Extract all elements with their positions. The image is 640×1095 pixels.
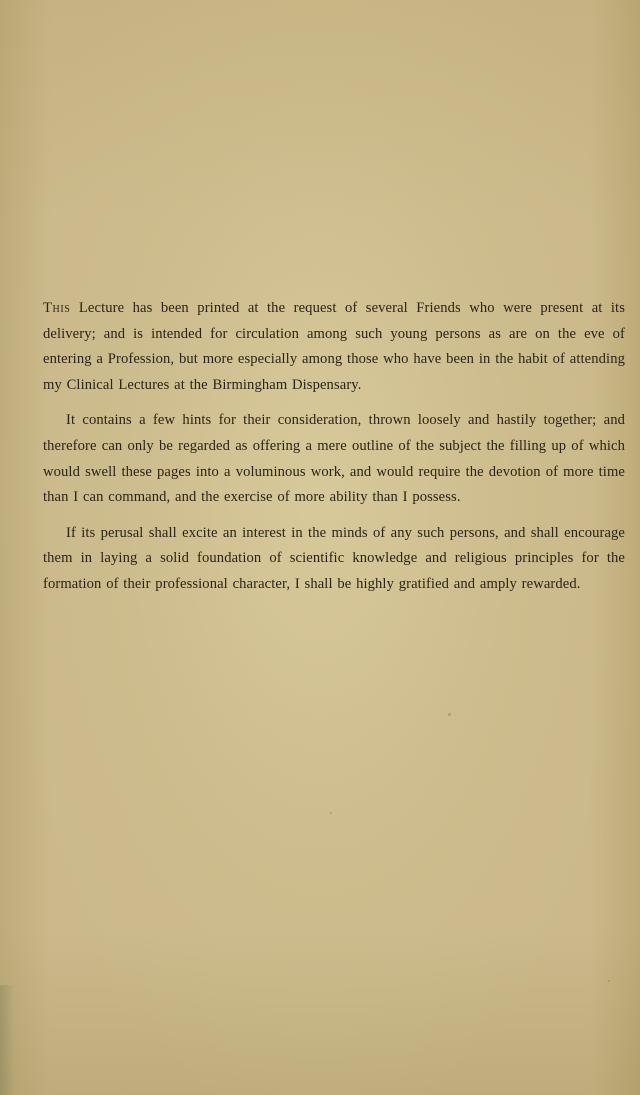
paragraph-2: It contains a few hints for their consideration, thrown loosely and hastily together; and therefore can only be regarded as offering a mere outline of the subject the filling up of which would swell these pages into a voluminous work, and would require the devotion of more time than I can command, and the exercise of more ability than I possess. bbox=[43, 412, 625, 506]
paragraph-1-lead: This bbox=[43, 300, 71, 316]
preface-text bbox=[43, 296, 625, 598]
page-edge-shadow bbox=[0, 985, 14, 1095]
paragraph-1 bbox=[43, 296, 625, 398]
paragraph-1-body: Lecture has been printed at the request of several Friends who were present at its delivery; and is intended for circulation among such young persons as are on the eve of entering a Profession, but more especially among those who have been in the habit of attending my Clinical Lectures at the Birmingham Dispensary. bbox=[43, 300, 625, 393]
paper-speck bbox=[448, 713, 451, 716]
paper-speck bbox=[608, 980, 610, 982]
paragraph-3: If its perusal shall excite an interest in the minds of any such persons, and shall encourage them in laying a solid foundation of scientific knowledge and religious principles for the formation of their professional character, I shall be highly gratified and amply rewarded. bbox=[43, 524, 625, 592]
paper-speck bbox=[330, 812, 332, 814]
